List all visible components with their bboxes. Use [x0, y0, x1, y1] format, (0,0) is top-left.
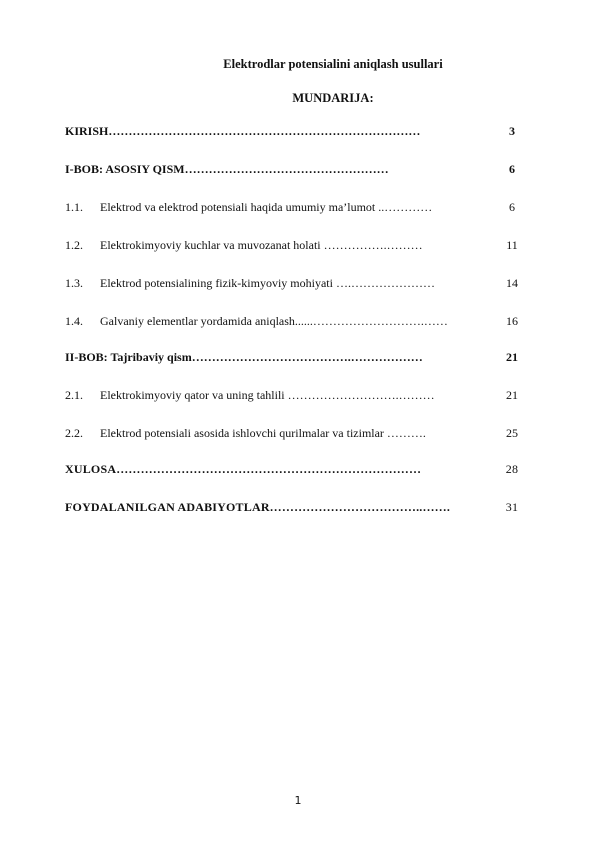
- toc-entry-1-2: [65, 236, 527, 254]
- toc-entry-page: 11: [506, 238, 518, 252]
- toc-entry-label: XULOSA…………………………………………………………………: [65, 462, 422, 476]
- toc-entry-label: II-BOB: Tajribaviy qism………………………………….………………: [65, 350, 423, 364]
- toc-entry-label: FOYDALANILGAN ADABIYOTLAR………………………………..…….: [65, 500, 451, 514]
- toc-entry-page: 21: [506, 388, 518, 402]
- toc-entry-label: Galvaniy elementlar yordamida aniqlash......……………………….……: [100, 314, 448, 328]
- toc-entry-page: 25: [506, 426, 518, 440]
- toc-entry-references: [65, 498, 527, 516]
- toc-entry-label: Elektrokimyoviy kuchlar va muvozanat holati …………….………: [100, 238, 423, 252]
- toc-entry-page: 31: [505, 500, 519, 514]
- toc-entry-number: 1.1.: [65, 200, 83, 214]
- toc-entry-page: 3: [509, 124, 515, 138]
- toc-entry-label: Elektrod potensialining fizik-kimyoviy mohiyati ….…………………: [100, 276, 435, 290]
- toc-entry-label: Elektrod potensiali asosida ishlovchi qurilmalar va tizimlar ……….: [100, 426, 426, 440]
- toc-entry-kirish: [65, 122, 527, 140]
- toc-entry-1-4: [65, 312, 527, 330]
- toc-heading: MUNDARIJA:: [292, 91, 374, 105]
- toc-entry-page: 21: [506, 350, 518, 364]
- toc-entry-1-3: [65, 274, 527, 292]
- toc-entry-page: 14: [506, 276, 518, 290]
- toc-entry-chapter-2: [65, 348, 527, 366]
- toc-entry-label: Elektrod va elektrod potensiali haqida umumiy ma’lumot ..…………: [100, 200, 433, 214]
- toc-entry-label: Elektrokimyoviy qator va uning tahlili ……………………….………: [100, 388, 435, 402]
- toc-entry-2-1: [65, 386, 527, 404]
- toc-entry-xulosa: [65, 460, 527, 478]
- toc-entry-number: 1.4.: [65, 314, 83, 328]
- toc-entry-2-2: [65, 424, 527, 442]
- toc-entry-label: I-BOB: ASOSIY QISM……………………………………………: [65, 162, 389, 176]
- page-number: 1: [294, 794, 302, 807]
- toc-entry-number: 1.2.: [65, 238, 83, 252]
- toc-entry-number: 2.1.: [65, 388, 83, 402]
- toc-entry-1-1: [65, 198, 527, 216]
- toc-entry-page: 16: [506, 314, 518, 328]
- toc-entry-page: 6: [509, 162, 515, 176]
- toc-entry-page: 6: [509, 200, 515, 214]
- toc-entry-label: KIRISH……………………………………………………………………: [65, 124, 421, 138]
- toc-entry-number: 2.2.: [65, 426, 83, 440]
- toc-entry-page: 28: [505, 462, 519, 476]
- toc-entry-number: 1.3.: [65, 276, 83, 290]
- document-title: Elektrodlar potensialini aniqlash usullari: [223, 57, 443, 71]
- toc-entry-chapter-1: [65, 160, 527, 178]
